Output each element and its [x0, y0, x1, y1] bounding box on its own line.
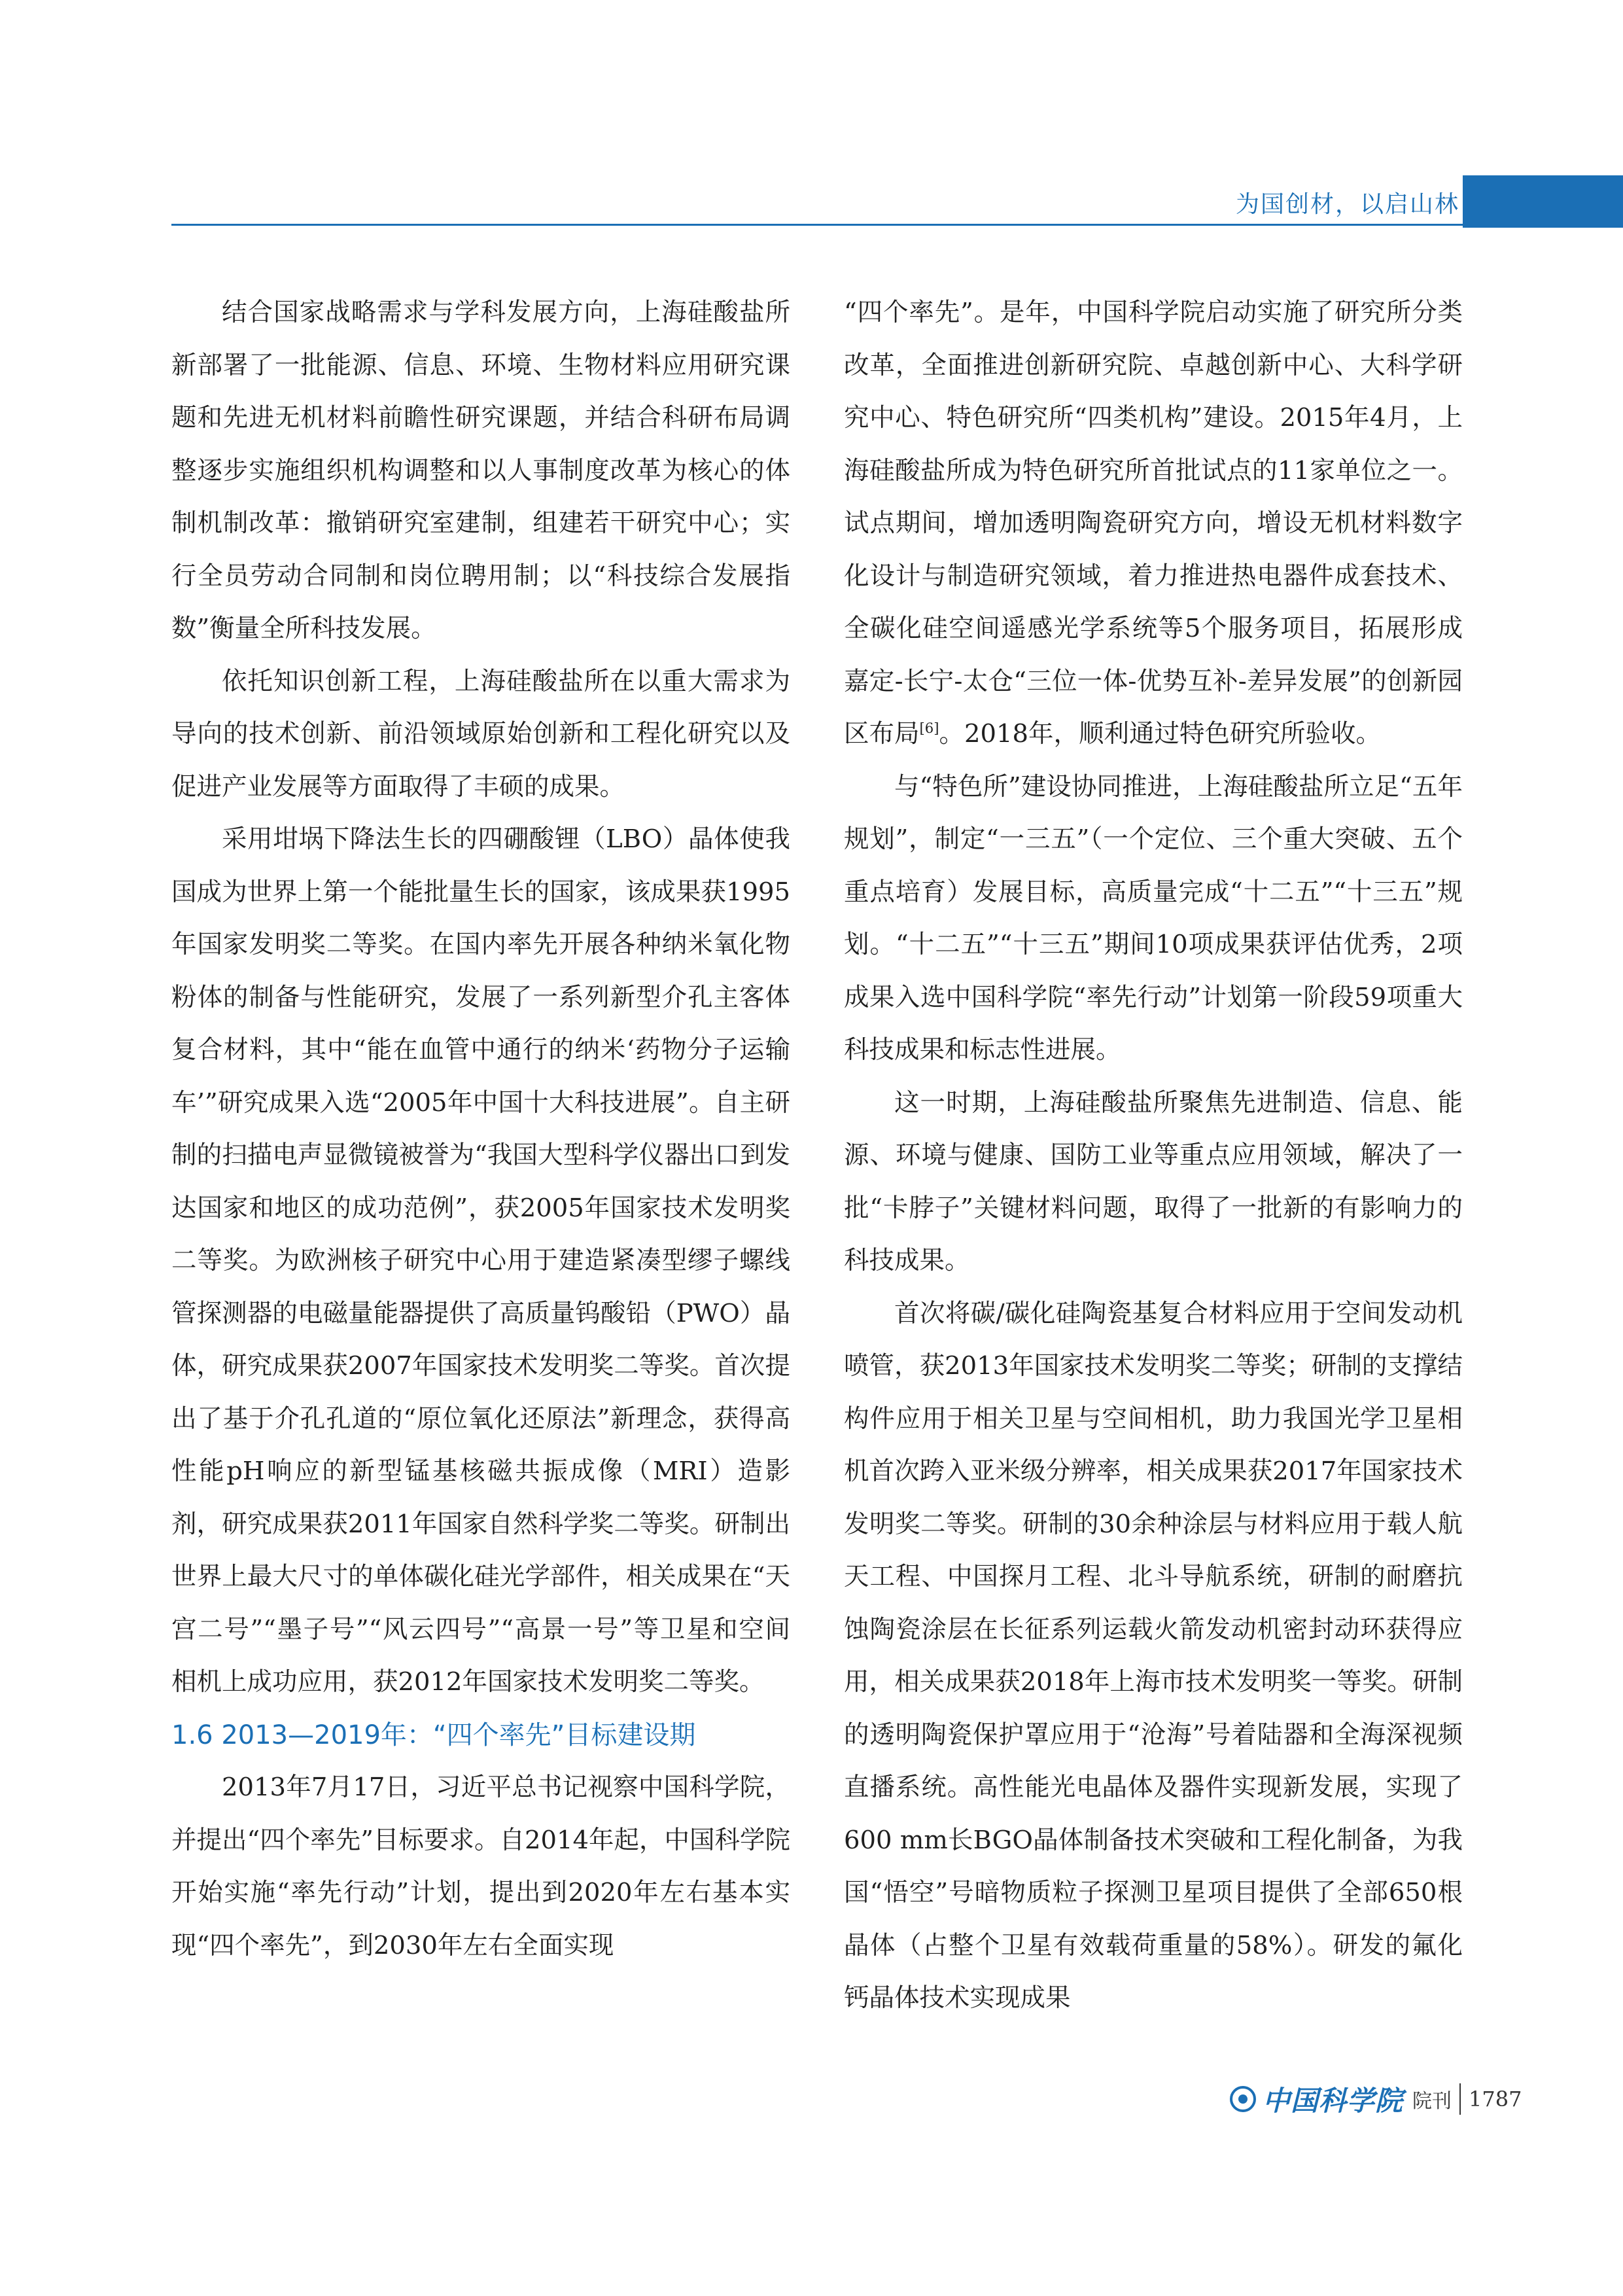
reference-marker[interactable]: [6] [919, 720, 939, 737]
cas-name: 中国科学院 [1263, 2085, 1404, 2117]
paragraph-text: 。2018年，顺利通过特色研究所验收。 [939, 719, 1381, 749]
running-title: 为国创材，以启山林 [1235, 191, 1459, 218]
header-accent-tab [1463, 175, 1623, 228]
paragraph [844, 287, 1463, 761]
cas-emblem-icon [1230, 2086, 1256, 2112]
paragraph-text: “四个率先”。是年，中国科学院启动实施了研究所分类改革，全面推进创新研究院、卓越创新中心、大科学研究中心、特色研究所“四类机构”建设。2015年4月，上海硅酸盐所成为特色研究所首批试点的11家单位之一。试点期间，增加透明陶瓷研究方向，增设无机材料数字化设计与制造研究领域，着力推进热电器件成套技术、全碳化硅空间遥感光学系统等5个服务项目，拓展形成嘉定-长宁-太仓“三位一体-优势互补-差异发展”的创新园区布局 [844, 298, 1463, 749]
paragraph: 2013年7月17日，习近平总书记视察中国科学院，并提出“四个率先”目标要求。自2014年起，中国科学院开始实施“率先行动”计划，提出到2020年左右基本实现“四个率先”，到2030年左右全面实现 [171, 1773, 790, 1960]
journal-name: 院刊 [1412, 2090, 1452, 2113]
paragraph: 与“特色所”建设协同推进，上海硅酸盐所立足“五年规划”，制定“一三五”（一个定位、三个重大突破、五个重点培育）发展目标，高质量完成“十二五”“十三五”规划。“十二五”“十三五”期间10项成果获评估优秀，2项成果入选中国科学院“率先行动”计划第一阶段59项重大科技成果和标志性进展。 [844, 771, 1463, 1065]
paragraph: 这一时期，上海硅酸盐所聚焦先进制造、信息、能源、环境与健康、国防工业等重点应用领域，解决了一批“卡脖子”关键材料问题，取得了一批新的有影响力的科技成果。 [844, 1087, 1463, 1275]
left-column [171, 287, 790, 1972]
page-footer [1230, 2081, 1522, 2117]
paragraph: 首次将碳/碳化硅陶瓷基复合材料应用于空间发动机喷管，获2013年国家技术发明奖二等奖；研制的支撑结构件应用于相关卫星与空间相机，助力我国光学卫星相机首次跨入亚米级分辨率，相关成果获2017年国家技术发明奖二等奖。研制的30余种涂层与材料应用于载人航天工程、中国探月工程、北斗导航系统，研制的耐磨抗蚀陶瓷涂层在长征系列运载火箭发动机密封动环获得应用，相关成果获2018年上海市技术发明奖一等奖。研制的透明陶瓷保护罩应用于“沧海”号着陆器和全海深视频直播系统。高性能光电晶体及器件实现新发展，实现了600 mm长BGO晶体制备技术突破和工程化制备，为我国“悟空”号暗物质粒子探测卫星项目提供了全部650根晶体（占整个卫星有效载荷重量的58%）。研发的氟化钙晶体技术实现成果 [844, 1298, 1463, 2013]
right-column [844, 287, 1463, 2025]
paragraph: 结合国家战略需求与学科发展方向，上海硅酸盐所新部署了一批能源、信息、环境、生物材料应用研究课题和先进无机材料前瞻性研究课题，并结合科研布局调整逐步实施组织机构调整和以人事制度改革为核心的体制机制改革：撤销研究室建制，组建若干研究中心；实行全员劳动合同制和岗位聘用制；以“科技综合发展指数”衡量全所科技发展。 [171, 298, 790, 643]
header-rule [171, 224, 1463, 226]
paragraph: 依托知识创新工程，上海硅酸盐所在以重大需求为导向的技术创新、前沿领域原始创新和工程化研究以及促进产业发展等方面取得了丰硕的成果。 [171, 666, 790, 802]
paragraph: 采用坩埚下降法生长的四硼酸锂（LBO）晶体使我国成为世界上第一个能批量生长的国家，该成果获1995年国家发明奖二等奖。在国内率先开展各种纳米氧化物粉体的制备与性能研究，发展了一系列新型介孔主客体复合材料，其中“能在血管中通行的纳米‘药物分子运输车’”研究成果入选“2005年中国十大科技进展”。自主研制的扫描电声显微镜被誉为“我国大型科学仪器出口到发达国家和地区的成功范例”，获2005年国家技术发明奖二等奖。为欧洲核子研究中心用于建造紧凑型缪子螺线管探测器的电磁量能器提供了高质量钨酸铅（PWO）晶体，研究成果获2007年国家技术发明奖二等奖。首次提出了基于介孔孔道的“原位氧化还原法”新理念，获得高性能pH响应的新型锰基核磁共振成像（MRI）造影剂，研究成果获2011年国家自然科学奖二等奖。研制出世界上最大尺寸的单体碳化硅光学部件，相关成果在“天宫二号”“墨子号”“风云四号”“高景一号”等卫星和空间相机上成功应用，获2012年国家技术发明奖二等奖。 [171, 824, 790, 1697]
footer-separator [1459, 2083, 1461, 2115]
page-number: 1787 [1469, 2087, 1522, 2111]
section-heading: 1.6 2013—2019年：“四个率先”目标建设期 [171, 1720, 696, 1750]
